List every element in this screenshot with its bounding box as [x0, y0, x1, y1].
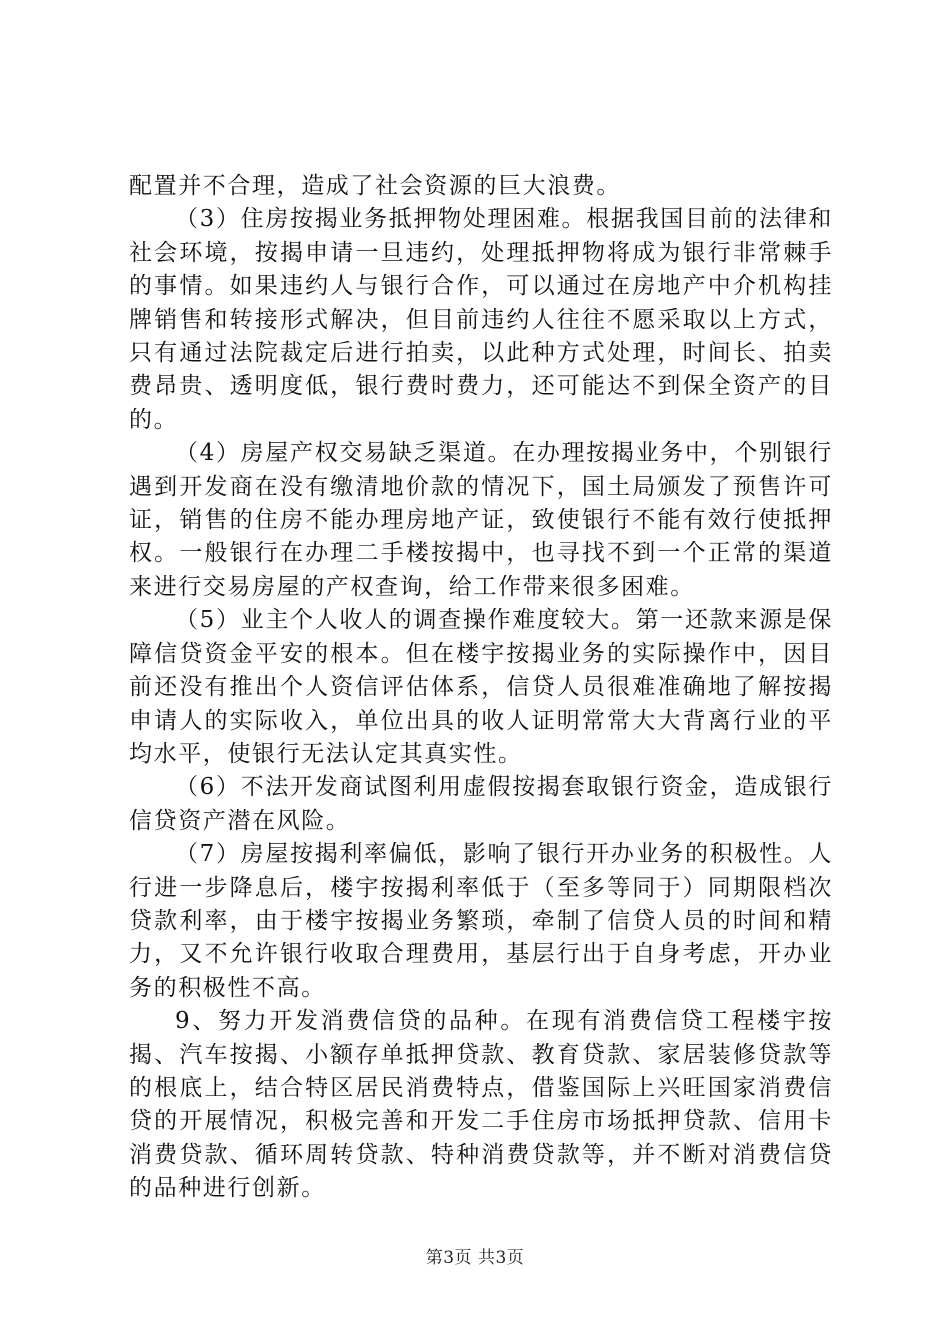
paragraph-item-4: （4）房屋产权交易缺乏渠道。在办理按揭业务中，个别银行遇到开发商在没有缴清地价款的情况下，国土局颁发了预售许可证，销售的住房不能办理房地产证，致使银行不能有效行使抵押权。一般银行在办理二手楼按揭中，也寻找不到一个正常的渠道来进行交易房屋的产权查询，给工作带来很多困难。	[129, 440, 833, 600]
paragraph-item-7: （7）房屋按揭利率偏低，影响了银行开办业务的积极性。人行进一步降息后，楼宇按揭利率低于（至多等同于）同期限档次贷款利率，由于楼宇按揭业务繁琐，牵制了信贷人员的时间和精力，又不允许银行收取合理费用，基层行出于自身考虑，开办业务的积极性不高。	[129, 841, 833, 1001]
document-body	[129, 170, 833, 1206]
paragraph-section-9: 9、努力开发消费信贷的品种。在现有消费信贷工程楼宇按揭、汽车按揭、小额存单抵押贷款、教育贷款、家居装修贷款等的根底上，结合特区居民消费特点，借鉴国际上兴旺国家消费信贷的开展情况，积极完善和开发二手住房市场抵押贷款、信用卡消费贷款、循环周转贷款、特种消费贷款等，并不断对消费信贷的品种进行创新。	[129, 1008, 833, 1202]
paragraph-continuation: 配置并不合理，造成了社会资源的巨大浪费。	[129, 173, 621, 199]
paragraph-item-5: （5）业主个人收人的调查操作难度较大。第一还款来源是保障信贷资金平安的根本。但在楼宇按揭业务的实际操作中，因目前还没有推出个人资信评估体系，信贷人员很难准确地了解按揭申请人的实际收入，单位出具的收人证明常常大大背离行业的平均水平，使银行无法认定其真实性。	[129, 607, 833, 767]
paragraph-item-6: （6）不法开发商试图利用虚假按揭套取银行资金，造成银行信贷资产潜在风险。	[129, 774, 833, 834]
paragraph-item-3: （3）住房按揭业务抵押物处理困难。根据我国目前的法律和社会环境，按揭申请一旦违约，处理抵押物将成为银行非常棘手的事情。如果违约人与银行合作，可以通过在房地产中介机构挂牌销售和转接形式解决，但目前违约人往往不愿采取以上方式，只有通过法院裁定后进行拍卖，以此种方式处理，时间长、拍卖费昂贵、透明度低，银行费时费力，还可能达不到保全资产的目的。	[129, 206, 833, 433]
page-number-footer: 第3页 共3页	[425, 1248, 525, 1268]
